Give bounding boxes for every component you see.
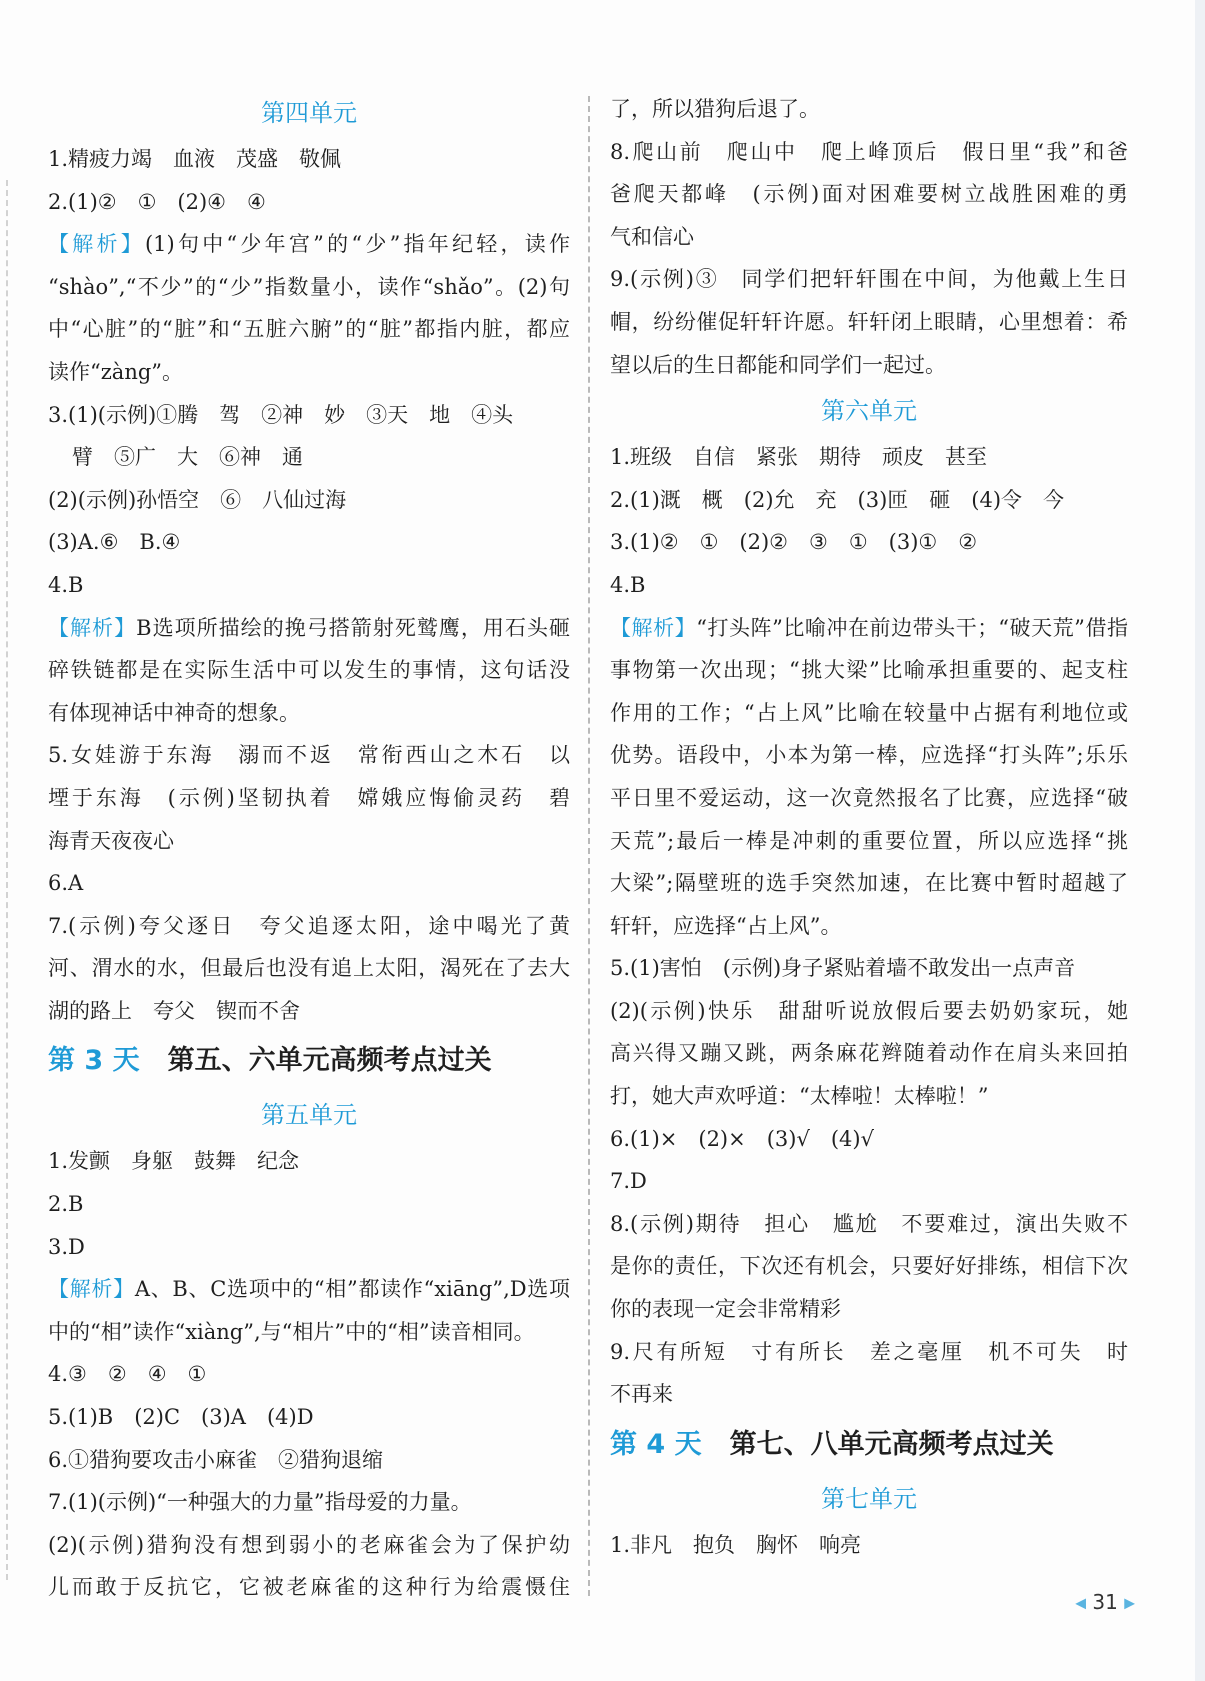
analysis-line: 【解析】B选项所描绘的挽弓搭箭射死鹫鹰，用石头砸 bbox=[48, 615, 571, 640]
analysis-line: 轩轩，应选择“占上风”。 bbox=[610, 913, 842, 938]
answer-line: 7.D bbox=[610, 1169, 647, 1194]
analysis-tag: 【解析】 bbox=[48, 615, 137, 640]
page-number: 31 bbox=[1092, 1590, 1118, 1614]
answer-line: 臂 ⑤广 大 ⑥神 通 bbox=[72, 445, 303, 470]
answer-line: 不再来 bbox=[610, 1382, 673, 1407]
day4-heading bbox=[610, 1416, 1128, 1474]
answer-line: 9.(示例)③ 同学们把轩轩围在中间，为他戴上生日 bbox=[610, 267, 1128, 292]
answer-line: 湖的路上 夸父 锲而不舍 bbox=[48, 998, 300, 1023]
answer-line: 海青天夜夜心 bbox=[48, 828, 174, 853]
unit5-title: 第五单元 bbox=[261, 1101, 357, 1130]
answer-line: 5.(1)害怕 (示例)身子紧贴着墙不敢发出一点声音 bbox=[610, 956, 1076, 981]
answer-line: 6.A bbox=[48, 871, 84, 896]
answer-line: 8.爬山前 爬山中 爬上峰顶后 假日里“我”和爸 bbox=[610, 139, 1128, 164]
unit4-title: 第四单元 bbox=[261, 99, 357, 127]
answer-line: 爸爬天都峰 (示例)面对困难要树立战胜困难的勇 bbox=[610, 182, 1128, 207]
analysis-line: 中“心脏”的“脏”和“五脏六腑”的“脏”都指内脏，都应 bbox=[48, 317, 570, 342]
analysis-tag: 【解析】 bbox=[610, 615, 697, 640]
answer-line: 7.(示例)夸父逐日 夸父追逐太阳，途中喝光了黄 bbox=[48, 913, 570, 938]
day4-number: 第 4 天 bbox=[610, 1428, 702, 1460]
answer-line: 你的表现一定会非常精彩 bbox=[610, 1297, 841, 1322]
answer-line: 3.(1)② ① (2)② ③ ① (3)① ② bbox=[610, 530, 978, 555]
answer-line: 了，所以猎狗后退了。 bbox=[610, 97, 820, 121]
analysis-line: 中的“相”读作“xiàng”,与“相片”中的“相”读音相同。 bbox=[48, 1319, 535, 1344]
day4-title: 第七、八单元高频考点过关 bbox=[729, 1428, 1054, 1460]
analysis-line: 平日里不爱运动，这一次竟然报名了比赛，应选择“破 bbox=[610, 785, 1128, 810]
answer-line: 1.精疲力竭 血液 茂盛 敬佩 bbox=[48, 147, 342, 171]
answer-line: 气和信心 bbox=[610, 224, 694, 249]
answer-line: 帽，纷纷催促轩轩许愿。轩轩闭上眼睛，心里想着：希 bbox=[610, 309, 1128, 334]
answer-line: 2.(1)溉 概 (2)允 充 (3)匝 砸 (4)令 今 bbox=[610, 487, 1065, 512]
day3-number: 第 3 天 bbox=[48, 1045, 140, 1077]
binding-dashed-line bbox=[6, 180, 8, 1580]
answer-line: 6.①猎狗要攻击小麻雀 ②猎狗退缩 bbox=[48, 1447, 384, 1472]
answer-line: 1.发颤 身躯 鼓舞 纪念 bbox=[48, 1149, 300, 1174]
analysis-line: 有体现神话中神奇的想象。 bbox=[48, 700, 300, 725]
answer-line: 打，她大声欢呼道：“太棒啦！太棒啦！” bbox=[610, 1084, 989, 1109]
page-edge-strip bbox=[1195, 0, 1205, 1681]
answer-line: 3.D bbox=[48, 1234, 85, 1259]
triangle-right-icon: ▶ bbox=[1124, 1595, 1135, 1612]
unit7-title: 第七单元 bbox=[821, 1484, 917, 1513]
answer-line: 高兴得又蹦又跳，两条麻花辫随着动作在肩头来回拍 bbox=[610, 1041, 1128, 1066]
answer-line: 9.尺有所短 寸有所长 差之毫厘 机不可失 时 bbox=[610, 1339, 1128, 1364]
right-column bbox=[610, 88, 1128, 1566]
answer-line: 河、渭水的水，但最后也没有追上太阳，渴死在了去大 bbox=[48, 956, 570, 981]
answer-line: 5.(1)B (2)C (3)A (4)D bbox=[48, 1405, 314, 1430]
triangle-left-icon: ◀ bbox=[1075, 1595, 1087, 1612]
answer-line: 望以后的生日都能和同学们一起过。 bbox=[610, 352, 946, 377]
answer-line: 1.非凡 抱负 胸怀 响亮 bbox=[610, 1532, 862, 1557]
left-column bbox=[48, 88, 570, 1609]
answer-line: (2)(示例)孙悟空 ⑥ 八仙过海 bbox=[48, 487, 347, 512]
analysis-line: 作用的工作；“占上风”比喻在较量中占据有利地位或 bbox=[610, 700, 1128, 725]
column-divider bbox=[588, 96, 590, 1596]
analysis-line: “shào”,“不少”的“少”指数量小，读作“shǎo”。(2)句 bbox=[48, 274, 570, 299]
answer-line: 是你的责任，下次还有机会，只要好好排练，相信下次 bbox=[610, 1254, 1128, 1279]
answer-line: (3)A.⑥ B.④ bbox=[48, 530, 181, 555]
analysis-tag: 【解析】 bbox=[48, 232, 145, 257]
analysis-line: 碎铁链都是在实际生活中可以发生的事情，这句话没 bbox=[48, 658, 570, 683]
analysis-line: 优势。语段中，小本为第一棒，应选择“打头阵”;乐乐 bbox=[610, 743, 1128, 768]
answer-line: 8.(示例)期待 担心 尴尬 不要难过，演出失败不 bbox=[610, 1211, 1128, 1236]
analysis-line: 读作“zàng”。 bbox=[48, 359, 184, 384]
analysis-line: 事物第一次出现；“挑大梁”比喻承担重要的、起支柱 bbox=[610, 658, 1128, 683]
analysis-line: 【解析】(1)句中“少年宫”的“少”指年纪轻，读作 bbox=[48, 232, 570, 257]
answer-line: 6.(1)× (2)× (3)√ (4)√ bbox=[610, 1126, 874, 1151]
page-footer bbox=[1075, 1590, 1135, 1614]
answer-line: 儿而敢于反抗它，它被老麻雀的这种行为给震慑住 bbox=[48, 1575, 570, 1600]
answer-line: 堙于东海 (示例)坚韧执着 嫦娥应悔偷灵药 碧 bbox=[48, 785, 570, 810]
answer-line: (2)(示例)快乐 甜甜听说放假后要去奶奶家玩，她 bbox=[610, 998, 1128, 1023]
answer-line: 7.(1)(示例)“一种强大的力量”指母爱的力量。 bbox=[48, 1490, 472, 1515]
answer-line: 5.女娃游于东海 溺而不返 常衔西山之木石 以 bbox=[48, 743, 570, 768]
day3-title: 第五、六单元高频考点过关 bbox=[167, 1045, 492, 1077]
analysis-line: 【解析】“打头阵”比喻冲在前边带头干；“破天荒”借指 bbox=[610, 615, 1129, 640]
day3-heading bbox=[48, 1032, 570, 1090]
answer-line: 1.班级 自信 紧张 期待 顽皮 甚至 bbox=[610, 445, 988, 470]
answer-line: 4.B bbox=[610, 572, 646, 597]
analysis-line: 天荒”;最后一棒是冲刺的重要位置，所以应选择“挑 bbox=[610, 828, 1128, 853]
answer-line: 4.③ ② ④ ① bbox=[48, 1362, 207, 1387]
answer-line: 2.(1)② ① (2)④ ④ bbox=[48, 189, 266, 214]
unit6-title: 第六单元 bbox=[821, 397, 917, 426]
analysis-line: 【解析】A、B、C选项中的“相”都读作“xiāng”,D选项 bbox=[48, 1277, 570, 1302]
analysis-tag: 【解析】 bbox=[48, 1277, 135, 1302]
answer-line: 3.(1)(示例)①腾 驾 ②神 妙 ③天 地 ④头 bbox=[48, 402, 514, 427]
answer-line: 4.B bbox=[48, 572, 84, 597]
analysis-line: 大梁”;隔壁班的选手突然加速，在比赛中暂时超越了 bbox=[610, 871, 1128, 896]
answer-line: 2.B bbox=[48, 1192, 84, 1217]
answer-line: (2)(示例)猎狗没有想到弱小的老麻雀会为了保护幼 bbox=[48, 1532, 570, 1557]
